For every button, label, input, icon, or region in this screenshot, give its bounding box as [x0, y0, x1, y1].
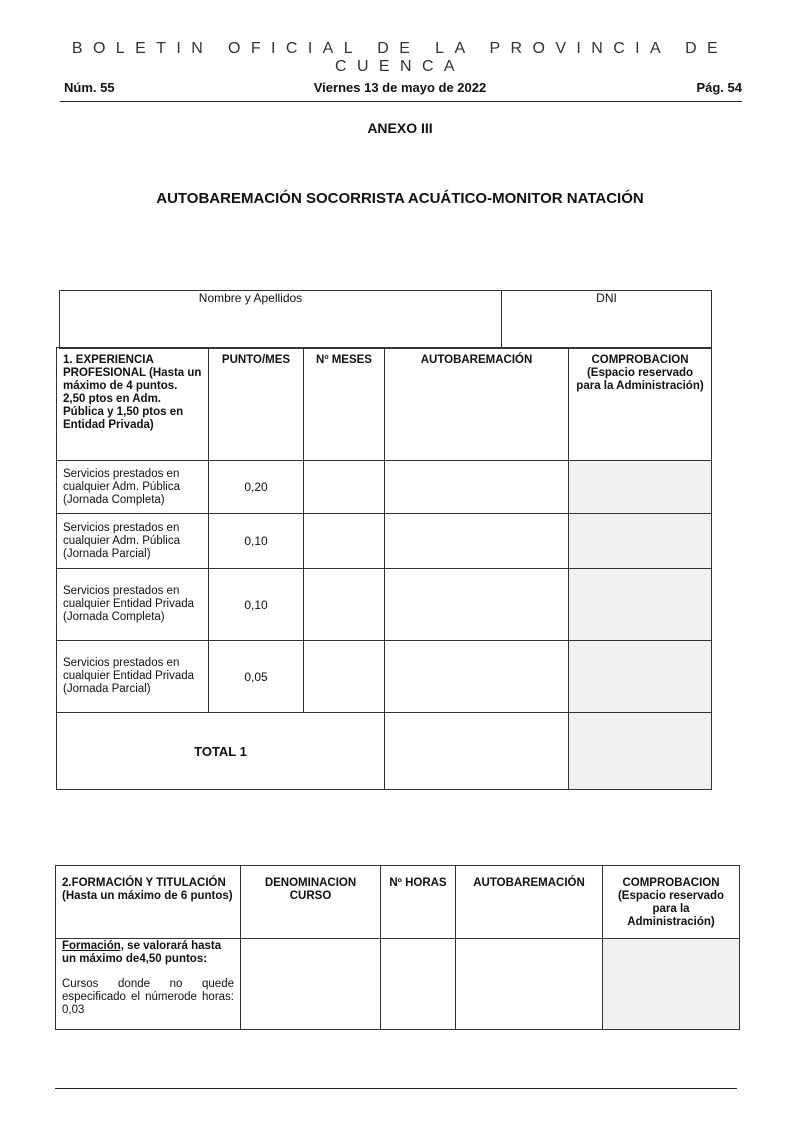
verification-header: COMPROBACION (Espacio reservado para la Administración): [603, 866, 740, 939]
points-per-month-header: PUNTO/MES: [209, 348, 304, 461]
name-field[interactable]: [60, 291, 502, 349]
annex-label: ANEXO III: [367, 120, 433, 136]
row-label: Servicios prestados en cualquier Adm. Pública (Jornada Parcial): [57, 514, 209, 569]
self-assessment-header: AUTOBAREMACIÓN: [385, 348, 569, 461]
footer-divider: [55, 1088, 737, 1089]
row-label: Servicios prestados en cualquier Entidad Privada (Jornada Completa): [57, 569, 209, 641]
table-row: [57, 461, 712, 514]
issue-number: Núm. 55: [64, 80, 115, 95]
name-label: Nombre y Apellidos: [198, 291, 303, 305]
row-points: 0,10: [209, 514, 304, 569]
training-section-header: 2.FORMACIÓN Y TITULACIÓN (Hasta un máximo de 6 puntos): [56, 866, 241, 939]
total-row: [57, 713, 712, 790]
dni-field[interactable]: [502, 291, 712, 349]
training-table: [55, 865, 740, 1030]
total-label: TOTAL 1: [57, 713, 385, 790]
issue-date: Viernes 13 de mayo de 2022: [313, 80, 487, 95]
courses-text: Cursos donde no quede especificado el númerode horas: 0,03: [62, 978, 234, 1016]
total-verification-cell: [569, 713, 712, 790]
table-row: [56, 939, 740, 1030]
self-assessment-input[interactable]: [385, 514, 569, 569]
experience-section-header: 1. EXPERIENCIA PROFESIONAL (Hasta un máximo de 4 puntos. 2,50 ptos en Adm. Pública y 1,50 ptos en Entidad Privada): [57, 348, 209, 461]
training-row-label: [56, 939, 241, 1030]
self-assessment-input[interactable]: [385, 569, 569, 641]
hours-header: Nº HORAS: [381, 866, 456, 939]
months-input[interactable]: [304, 461, 385, 514]
hours-input[interactable]: [381, 939, 456, 1030]
months-input[interactable]: [304, 569, 385, 641]
bulletin-title: BOLETIN OFICIAL DE LA PROVINCIA DE CUENCA: [71, 40, 729, 75]
dni-label: DNI: [596, 291, 617, 305]
course-name-input[interactable]: [241, 939, 381, 1030]
page-number: Pág. 54: [696, 80, 742, 95]
self-assessment-header: AUTOBAREMACIÓN: [456, 866, 603, 939]
self-assessment-input[interactable]: [456, 939, 603, 1030]
row-points: 0,20: [209, 461, 304, 514]
row-points: 0,05: [209, 641, 304, 713]
header-divider: [60, 101, 742, 102]
row-points: 0,10: [209, 569, 304, 641]
self-assessment-input[interactable]: [385, 461, 569, 514]
course-name-header: DENOMINACION CURSO: [241, 866, 381, 939]
verification-cell: [569, 461, 712, 514]
verification-header: COMPROBACION (Espacio reservado para la Administración): [569, 348, 712, 461]
table-row: [57, 641, 712, 713]
table-row: [57, 569, 712, 641]
verification-cell: [569, 641, 712, 713]
months-header: Nº MESES: [304, 348, 385, 461]
experience-table: [56, 347, 712, 790]
total-self-assessment-input[interactable]: [385, 713, 569, 790]
row-label: Servicios prestados en cualquier Entidad Privada (Jornada Parcial): [57, 641, 209, 713]
row-label: Servicios prestados en cualquier Adm. Pública (Jornada Completa): [57, 461, 209, 514]
verification-cell: [569, 514, 712, 569]
months-input[interactable]: [304, 641, 385, 713]
applicant-table: [59, 290, 712, 349]
verification-cell: [569, 569, 712, 641]
formation-title: Formación,: [62, 940, 124, 952]
months-input[interactable]: [304, 514, 385, 569]
formation-rest: se valorará hasta un máximo de4,50 puntos:: [62, 940, 222, 965]
form-title: AUTOBAREMACIÓN SOCORRISTA ACUÁTICO-MONITOR NATACIÓN: [156, 190, 644, 207]
self-assessment-input[interactable]: [385, 641, 569, 713]
verification-cell: [603, 939, 740, 1030]
table-row: [57, 514, 712, 569]
